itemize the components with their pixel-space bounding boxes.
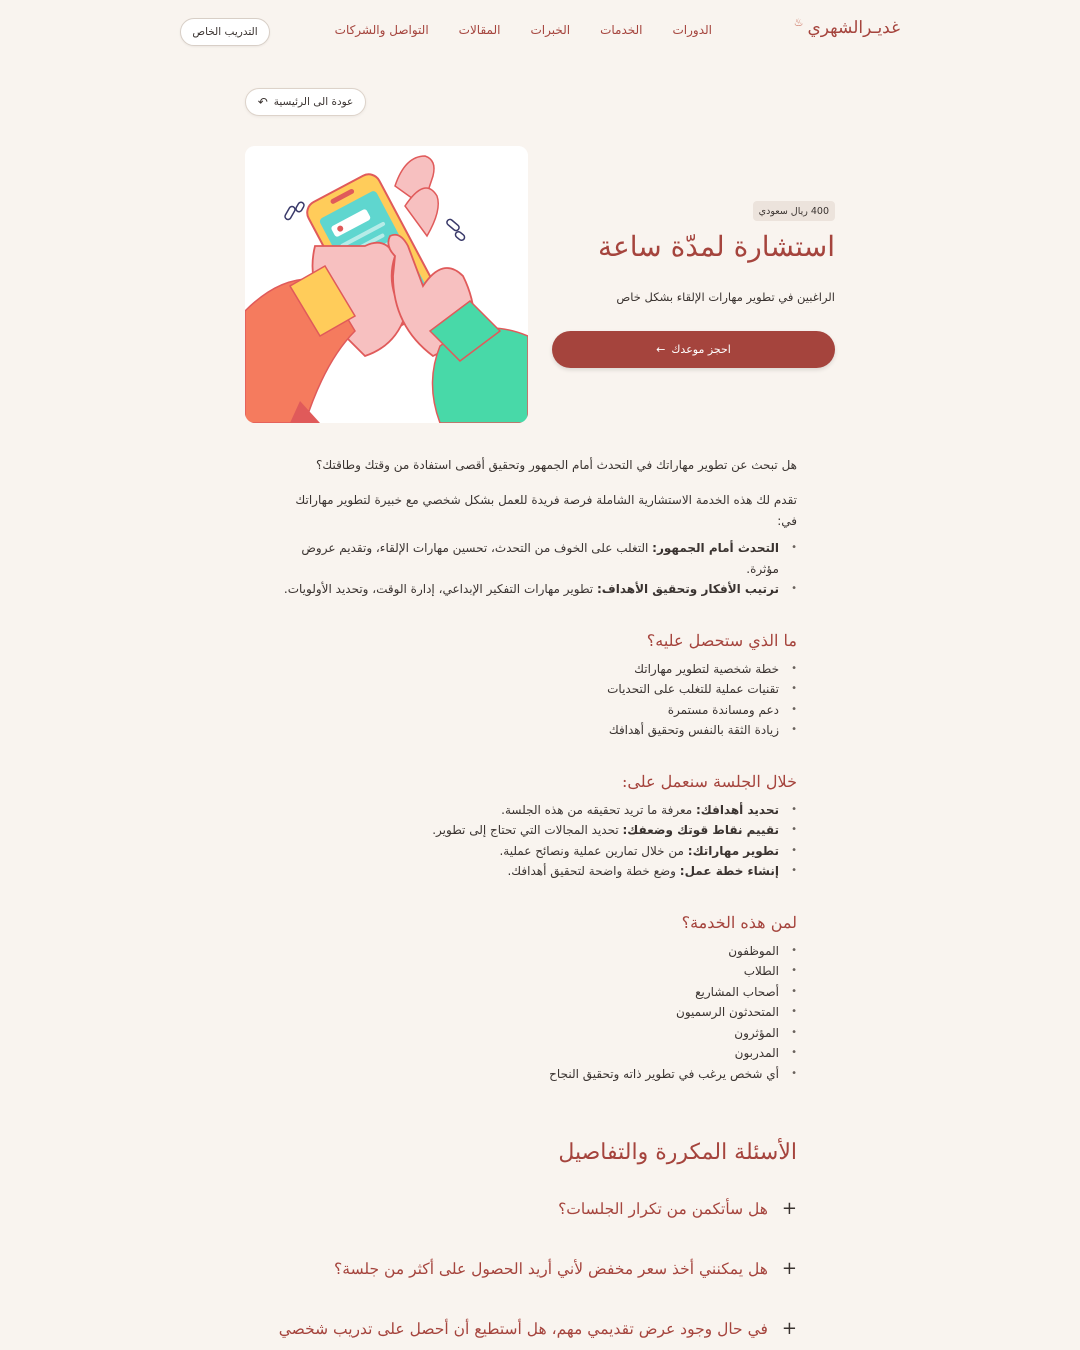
audience-list xyxy=(277,941,797,1085)
list-item: • زيادة الثقة بالنفس وتحقيق أهدافك xyxy=(277,720,797,741)
faq-question: هل سأتكمن من تكرار الجلسات؟ xyxy=(558,1200,768,1218)
list-item: • المتحدثون الرسميون xyxy=(277,1002,797,1023)
section-heading-audience: لمن هذه الخدمة؟ xyxy=(681,912,797,932)
section-heading-session: خلال الجلسة سنعمل على: xyxy=(621,771,797,791)
plus-icon: + xyxy=(781,1318,797,1339)
hero-illustration xyxy=(245,146,528,423)
site-logo[interactable] xyxy=(793,15,900,38)
intro-paragraph: تقدم لك هذه الخدمة الاستشارية الشاملة فرصة فريدة للعمل بشكل شخصي مع خبيرة لتطوير مهاراتك في: xyxy=(295,493,797,528)
list-item: • المؤثرون xyxy=(277,1023,797,1044)
faq-item[interactable] xyxy=(277,1200,797,1218)
book-appointment-button[interactable] xyxy=(552,331,835,368)
phone-hands-illustration xyxy=(245,146,528,423)
section-heading-gains: ما الذي ستحصل عليه؟ xyxy=(646,630,797,650)
list-item: • تحديد أهدافك: معرفة ما تريد تحقيقه من هذه الجلسة. xyxy=(277,800,797,821)
service-description xyxy=(277,455,797,1084)
list-item: • أي شخص يرغب في تطوير ذاته وتحقيق النجاح xyxy=(277,1064,797,1085)
plus-icon: + xyxy=(781,1258,797,1279)
price-badge: 400 ريال سعودي xyxy=(753,201,835,221)
nav-link-articles[interactable]: المقالات xyxy=(458,23,501,37)
arrow-left-icon: ← xyxy=(656,343,666,356)
page-subtitle: الراغبين في تطوير مهارات الإلقاء بشكل خاص xyxy=(616,290,835,304)
gains-list xyxy=(277,659,797,741)
book-label: احجز موعدك xyxy=(671,343,731,356)
list-item: • إنشاء خطة عمل: وضع خطة واضحة لتحقيق أهدافك. xyxy=(277,861,797,882)
plus-icon: + xyxy=(781,1198,797,1219)
list-item: • ترتيب الأفكار وتحقيق الأهداف: تطوير مهارات التفكير الإبداعي، إدارة الوقت، وتحديد الأولويات. xyxy=(277,579,797,600)
nav-links xyxy=(335,23,712,37)
list-item: • تقييم نقاط قوتك وضعفك: تحديد المجالات التي تحتاج إلى تطوير. xyxy=(277,820,797,841)
nav-link-courses[interactable]: الدورات xyxy=(672,23,712,37)
nav-link-experience[interactable]: الخبرات xyxy=(530,23,571,37)
list-item: • الطلاب xyxy=(277,961,797,982)
back-label: عودة الى الرئيسية xyxy=(273,96,354,108)
return-arrow-icon: ↶ xyxy=(257,95,268,109)
private-training-button[interactable]: التدريب الخاص xyxy=(180,18,270,46)
list-item: • تقنيات عملية للتغلب على التحديات xyxy=(277,679,797,700)
faq-question: هل يمكنني أخذ سعر مخفض لأني أريد الحصول على أكثر من جلسة؟ xyxy=(334,1260,768,1278)
list-item: • أصحاب المشاريع xyxy=(277,982,797,1003)
faq-item[interactable] xyxy=(277,1320,797,1338)
nav-link-contact[interactable]: التواصل والشركات xyxy=(334,23,429,37)
list-item: • خطة شخصية لتطوير مهاراتك xyxy=(277,659,797,680)
intro-question: هل تبحث عن تطوير مهاراتك في التحدث أمام الجمهور وتحقيق أقصى استفادة من وقتك وطاقتك؟ xyxy=(316,458,797,472)
list-item: • تطوير مهاراتك: من خلال تمارين عملية ونصائح عملية. xyxy=(277,841,797,862)
page-title: استشارة لمدّة ساعة xyxy=(598,230,835,263)
list-item: • التحدث أمام الجمهور: التغلب على الخوف من التحدث، تحسين مهارات الإلقاء، وتقديم عروض مؤثرة. xyxy=(277,538,797,579)
logo-text: غديـرالشهري xyxy=(807,18,900,38)
list-item: • دعم ومساندة مستمرة xyxy=(277,700,797,721)
list-item: • المدربون xyxy=(277,1043,797,1064)
list-item: • الموظفون xyxy=(277,941,797,962)
intro-list xyxy=(277,538,797,600)
faq-question: في حال وجود عرض تقديمي مهم، هل أستطيع أن أحصل على تدريب شخصي xyxy=(278,1320,768,1338)
session-list xyxy=(277,800,797,882)
flame-icon: ♨ xyxy=(793,15,804,29)
faq-title: الأسئلة المكررة والتفاصيل xyxy=(558,1140,797,1165)
top-nav xyxy=(0,0,1080,64)
faq-item[interactable] xyxy=(277,1260,797,1278)
nav-link-services[interactable]: الخدمات xyxy=(600,23,643,37)
back-home-button[interactable] xyxy=(245,88,366,116)
